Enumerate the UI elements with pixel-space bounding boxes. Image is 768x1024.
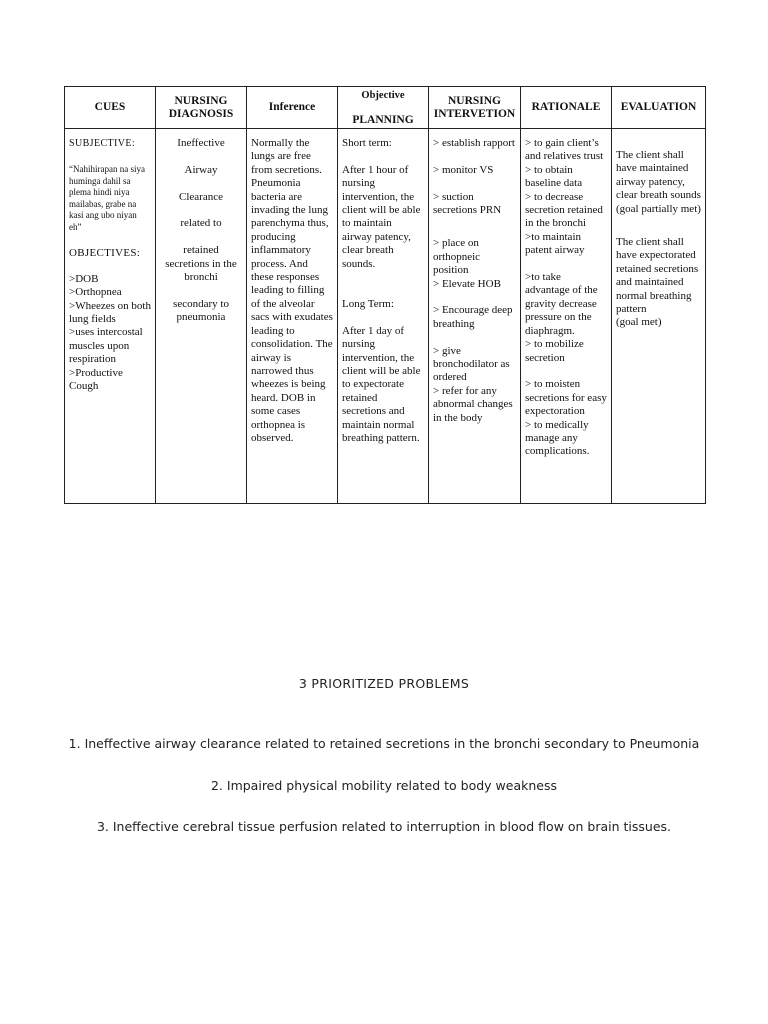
- inference-text: Normally the lungs are free from secretions. Pneumonia bacteria are invading the lung parenchyma thus, producing inflammatory process. And these responses leading to filling of the alveolar sacs with exudates leading to consolidation. The airway is narrowed thus wheezes is being heard. DOB in some cases orthopnea is observed.: [251, 137, 333, 444]
- problem-item: 3. Ineffective cerebral tissue perfusion related to interruption in blood flow on brain tissues.: [96, 819, 672, 834]
- diagnosis-line: Airway: [184, 163, 218, 176]
- evaluation-long-term: The client shall have expectorated retained secretions and maintained normal breathing pattern (goal met): [616, 236, 699, 329]
- header-inference: Inference: [247, 87, 338, 129]
- long-term-label: Long Term:: [342, 298, 394, 311]
- cues-cell: [65, 129, 156, 504]
- diagnosis-line: Ineffective: [177, 137, 225, 149]
- inference-cell: [247, 129, 338, 504]
- header-nursing-intervention: NURSING INTERVETION: [429, 87, 521, 129]
- header-objective-label: Objective: [361, 90, 405, 101]
- subjective-label: SUBJECTIVE:: [69, 138, 136, 149]
- diagnosis-line: Clearance: [179, 190, 223, 203]
- planning-cell: [338, 129, 429, 504]
- intervention-cell: [429, 129, 521, 504]
- evaluation-short-term: The client shall have maintained airway patency, clear breath sounds (goal partially met): [616, 149, 701, 215]
- problem-item: 2. Impaired physical mobility related to body weakness: [210, 778, 557, 793]
- intervention-item: > place on orthopneic position > Elevate HOB: [433, 237, 501, 290]
- care-plan-row: [65, 129, 706, 504]
- intervention-item: > give bronchodilator as ordered > refer for any abnormal changes in the body: [433, 344, 513, 424]
- intervention-item: > establish rapport: [433, 137, 515, 149]
- evaluation-cell: [612, 129, 706, 504]
- intervention-item: > monitor VS: [433, 163, 494, 176]
- prioritized-problems-section: [0, 676, 768, 834]
- objectives-label: OBJECTIVES:: [69, 247, 141, 260]
- header-planning-label: PLANNING: [352, 114, 414, 126]
- header-rationale: RATIONALE: [521, 87, 612, 129]
- header-planning: [338, 87, 429, 129]
- diagnosis-line: retained secretions in the bronchi: [165, 244, 237, 283]
- short-term-goal: After 1 hour of nursing intervention, the client will be able to maintain airway patency, clear breath sounds.: [342, 163, 421, 270]
- header-row: [65, 87, 706, 129]
- intervention-item: > suction secretions PRN: [433, 190, 502, 216]
- header-cues: CUES: [65, 87, 156, 129]
- short-term-label: Short term:: [342, 137, 392, 149]
- rationale-cell: [521, 129, 612, 504]
- subjective-quote: “Nahihirapan na siya huminga dahil sa plema hindi niya mailabas, grabe na kasi ang ubo niyan eh”: [69, 164, 145, 232]
- diagnosis-line: related to: [180, 217, 222, 230]
- rationale-text: > to gain client’s and relatives trust > to obtain baseline data > to decrease secretion retained in the bronchi >to maintain patent airway >to take advantage of the gravity decrease pressure on the diaphragm. > to mobilize secretion > to moisten secretions for easy expectoration > to medically manage any complications.: [525, 137, 607, 458]
- diagnosis-cell: [156, 129, 247, 504]
- problem-item: 1. Ineffective airway clearance related to retained secretions in the bronchi secondary to Pneumonia: [68, 736, 700, 751]
- header-nursing-diagnosis: NURSING DIAGNOSIS: [156, 87, 247, 129]
- nursing-care-plan-table: [64, 86, 706, 504]
- header-evaluation: EVALUATION: [612, 87, 706, 129]
- prioritized-problems-title: 3 PRIORITIZED PROBLEMS: [298, 676, 470, 691]
- intervention-item: > Encourage deep breathing: [433, 304, 513, 330]
- long-term-goal: After 1 day of nursing intervention, the client will be able to expectorate retained secretions and maintain normal breathing pattern.: [342, 324, 421, 445]
- objective-cues-list: >DOB >Orthopnea >Wheezes on both lung fields >uses intercostal muscles upon respiration >Productive Cough: [69, 272, 151, 393]
- diagnosis-line: secondary to pneumonia: [173, 297, 229, 324]
